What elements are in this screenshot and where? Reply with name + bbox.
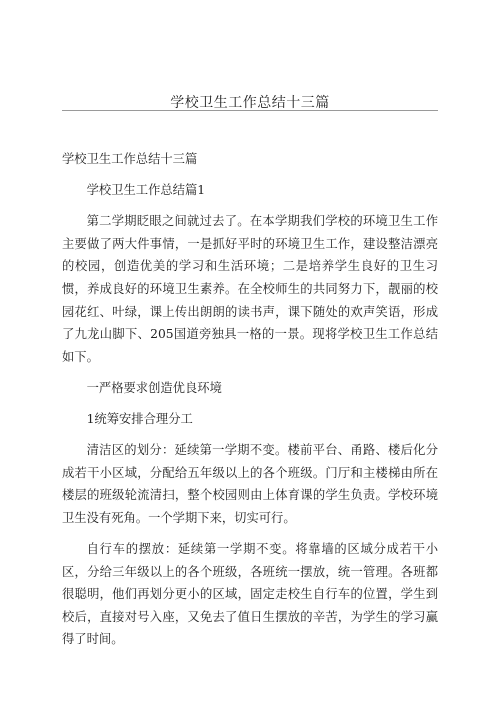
document-title: 学校卫生工作总结十三篇 <box>170 95 330 111</box>
section-heading: 一严格要求创造优良环境 <box>86 380 222 395</box>
subsection-heading: 1统筹安排合理分工 <box>86 411 193 426</box>
body-paragraph: 自行车的摆放：延续第一学期不变。将靠墙的区域分成若干小区，分给三年级以上的各个班级，各班统一摆放，统一管理。各班都很聪明，他们再划分更小的区域，固定走校生自行车的位置，学生到校后，直接对号入座，又免去了值日生摆放的辛苦，为学生的学习赢得了时间。 <box>62 541 438 647</box>
section-heading: 学校卫生工作总结篇1 <box>86 183 206 198</box>
document-body <box>62 148 438 659</box>
subtitle-paragraph: 学校卫生工作总结十三篇 <box>62 152 198 166</box>
title-divider <box>62 110 438 111</box>
body-paragraph: 清洁区的划分：延续第一学期不变。楼前平台、甬路、楼后化分成若干小区域，分配给五年级以上的各个班级。门厅和主楼梯由所在楼层的班级轮流清扫，整个校园则由上体育课的学生负责。学校环境卫生没有死角。一个学期下来，切实可行。 <box>62 443 438 525</box>
body-paragraph: 第二学期眨眼之间就过去了。在本学期我们学校的环境卫生工作主要做了两大件事情，一是抓好平时的环境卫生工作，建设整洁漂亮的校园，创造优美的学习和生活环境；二是培养学生良好的卫生习惯，养成良好的环境卫生素养。在全校师生的共同努力下，靓丽的校园花红、叶绿，课上传出朗朗的读书声，课下随处的欢声笑语，形成了九龙山脚下、205国道旁独具一格的一景。现将学校卫生工作总结如下。 <box>62 214 438 364</box>
